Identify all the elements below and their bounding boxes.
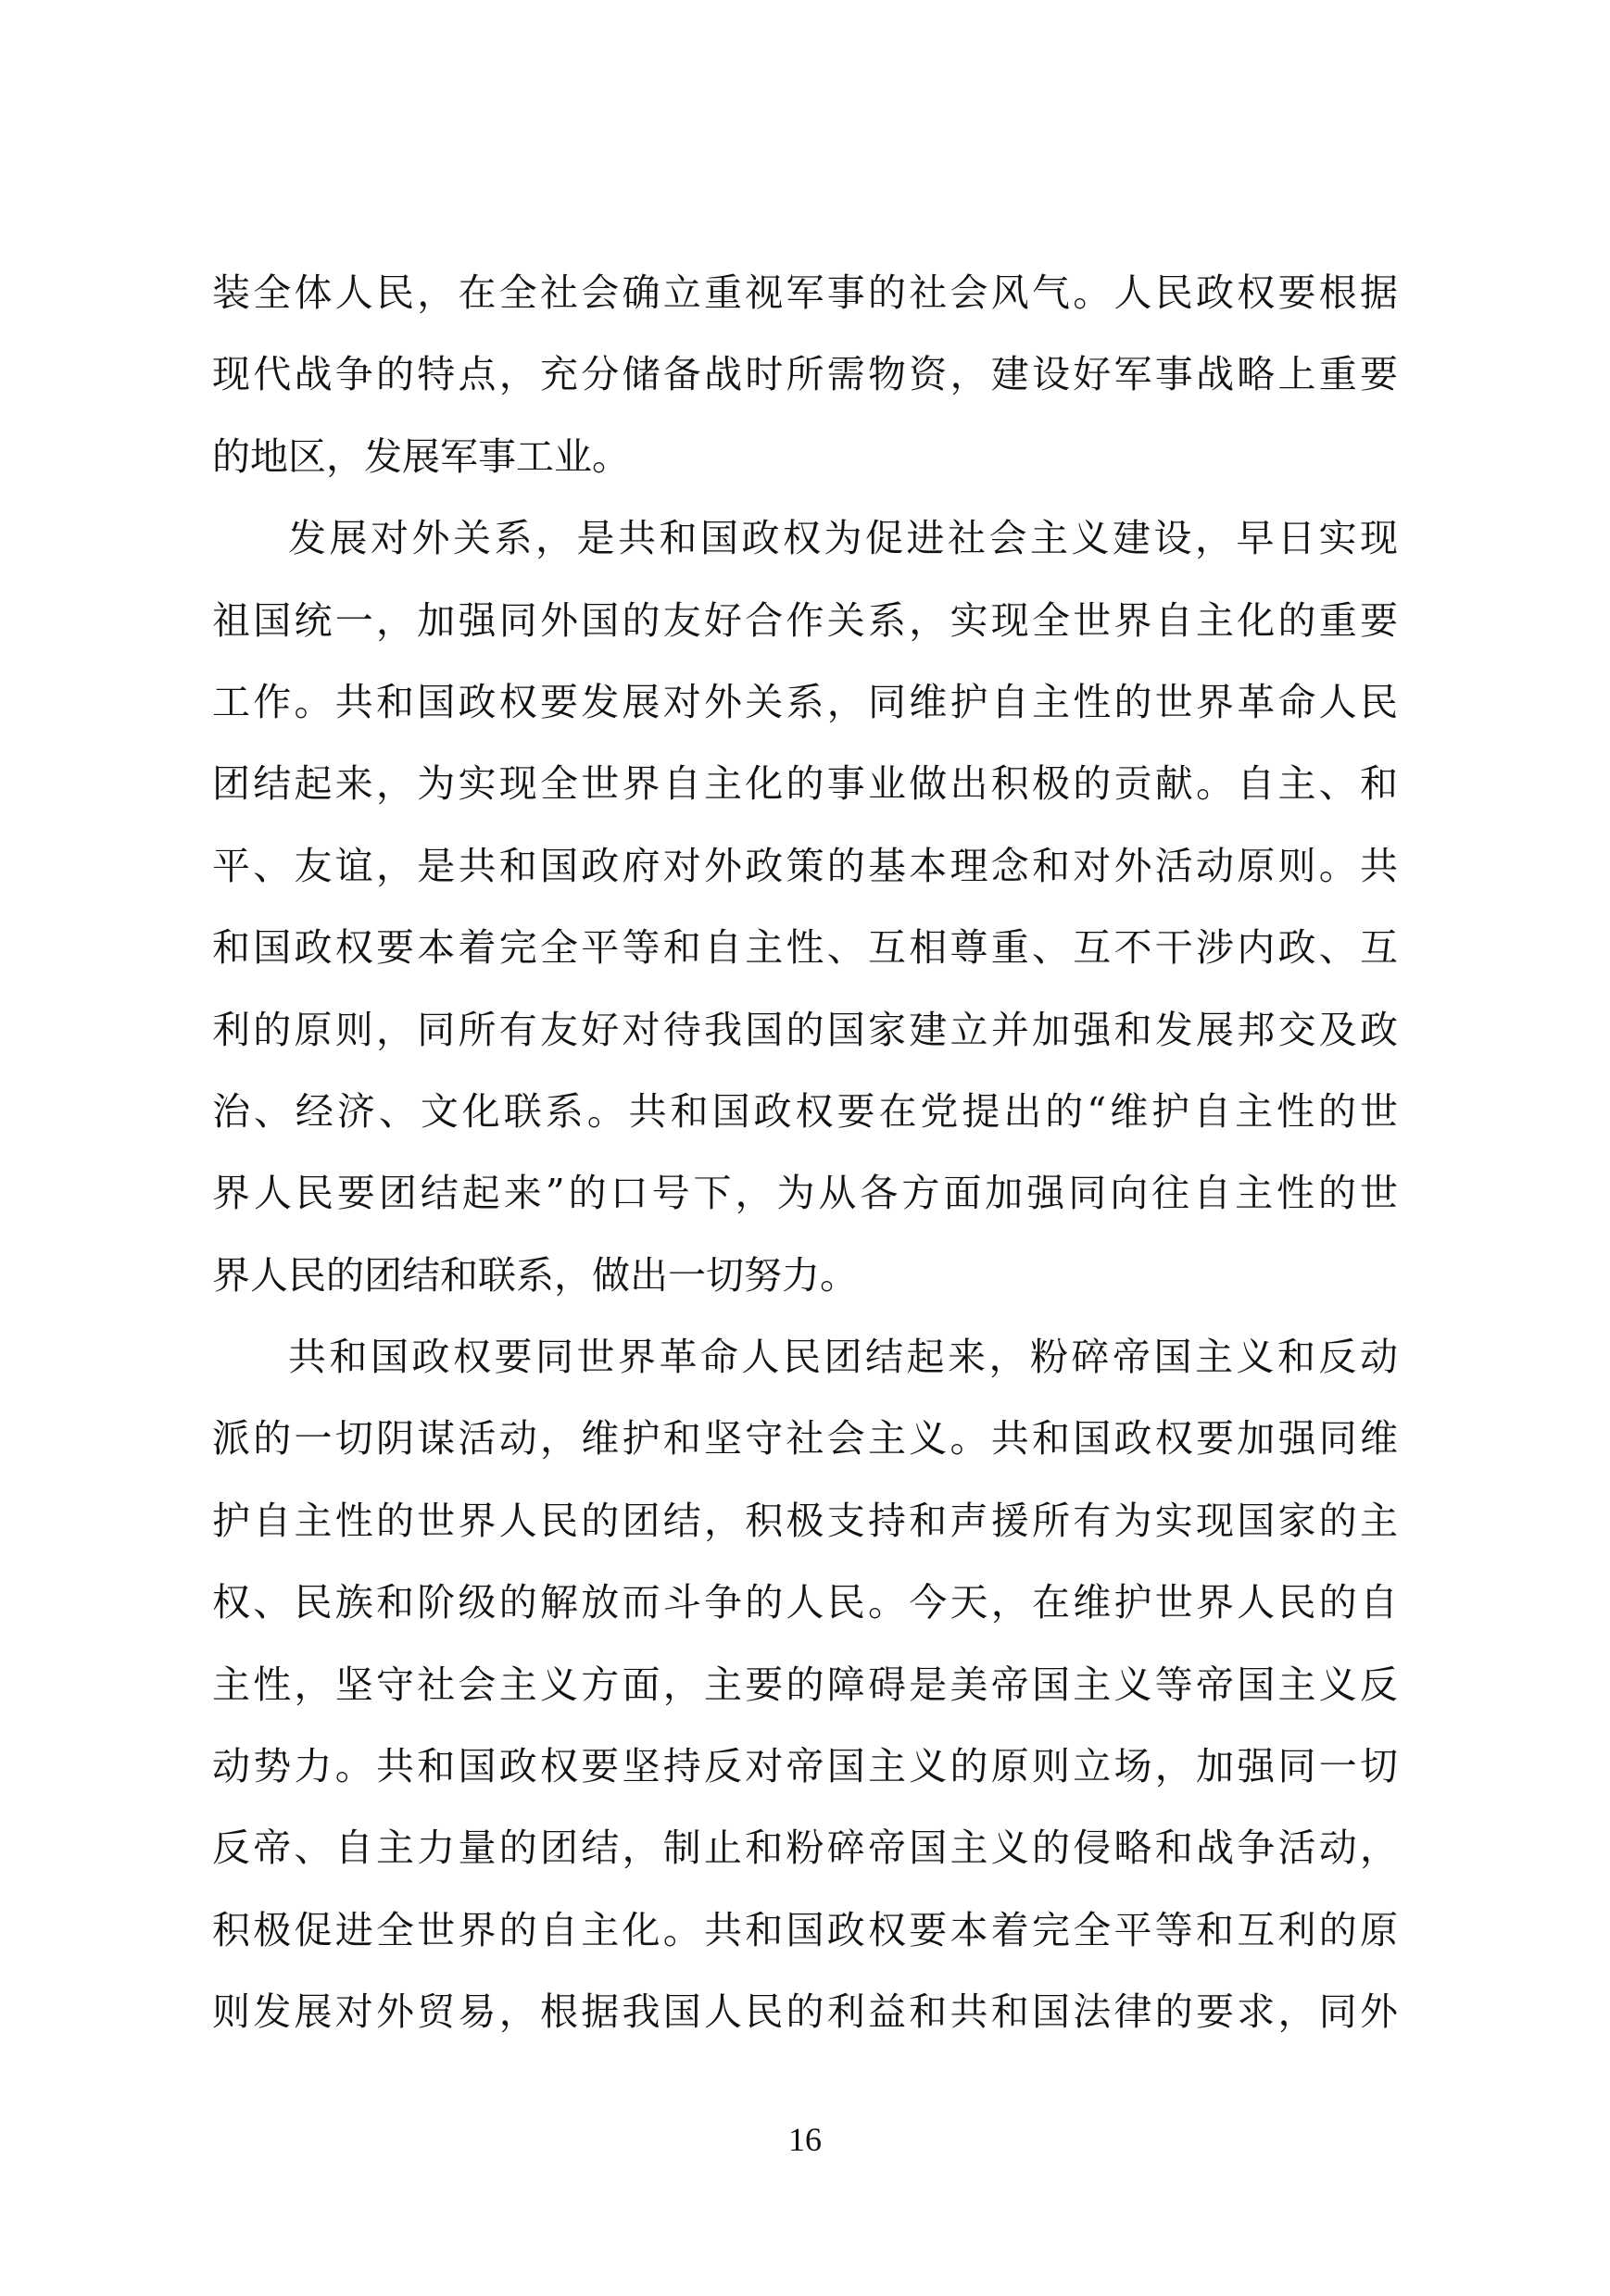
text-line: 主性，坚守社会主义方面，主要的障碍是美帝国主义等帝国主义反 (212, 1662, 1398, 1707)
text-line: 利的原则，同所有友好对待我国的国家建立并加强和发展邦交及政 (212, 1007, 1398, 1052)
text-line: 护自主性的世界人民的团结，积极支持和声援所有为实现国家的主 (212, 1498, 1398, 1543)
text-line: 派的一切阴谋活动，维护和坚守社会主义。共和国政权要加强同维 (212, 1416, 1398, 1462)
text-line: 界人民的团结和联系，做出一切努力。 (212, 1252, 858, 1298)
body-text (212, 252, 1398, 2053)
page-number: 16 (788, 2121, 822, 2158)
text-line: 装全体人民，在全社会确立重视军事的社会风气。人民政权要根据 (212, 270, 1398, 315)
text-line: 工作。共和国政权要发展对外关系，同维护自主性的世界革命人民 (212, 679, 1398, 724)
text-line: 平、友谊，是共和国政府对外政策的基本理念和对外活动原则。共 (212, 843, 1398, 888)
text-line: 则发展对外贸易，根据我国人民的利益和共和国法律的要求，同外 (212, 1989, 1398, 2035)
text-line: 的地区，发展军事工业。 (212, 433, 630, 479)
text-line: 团结起来，为实现全世界自主化的事业做出积极的贡献。自主、和 (212, 761, 1398, 807)
text-line: 发展对外关系，是共和国政权为促进社会主义建设，早日实现 (288, 516, 1398, 561)
text-line: 和国政权要本着完全平等和自主性、互相尊重、互不干涉内政、互 (212, 925, 1398, 971)
text-line: 积极促进全世界的自主化。共和国政权要本着完全平等和互利的原 (212, 1907, 1398, 1952)
text-line: 治、经济、文化联系。共和国政权要在党提出的“维护自主性的世 (212, 1088, 1398, 1134)
text-line: 动势力。共和国政权要坚持反对帝国主义的原则立场，加强同一切 (212, 1744, 1398, 1789)
text-line: 权、民族和阶级的解放而斗争的人民。今天，在维护世界人民的自 (212, 1580, 1398, 1625)
text-line: 祖国统一，加强同外国的友好合作关系，实现全世界自主化的重要 (212, 597, 1398, 643)
text-line: 现代战争的特点，充分储备战时所需物资，建设好军事战略上重要 (212, 352, 1398, 397)
text-line: 界人民要团结起来”的口号下，为从各方面加强同向往自主性的世 (212, 1171, 1398, 1216)
text-line: 共和国政权要同世界革命人民团结起来，粉碎帝国主义和反动 (288, 1335, 1398, 1380)
text-line: 反帝、自主力量的团结，制止和粉碎帝国主义的侵略和战争活动， (212, 1826, 1398, 1871)
